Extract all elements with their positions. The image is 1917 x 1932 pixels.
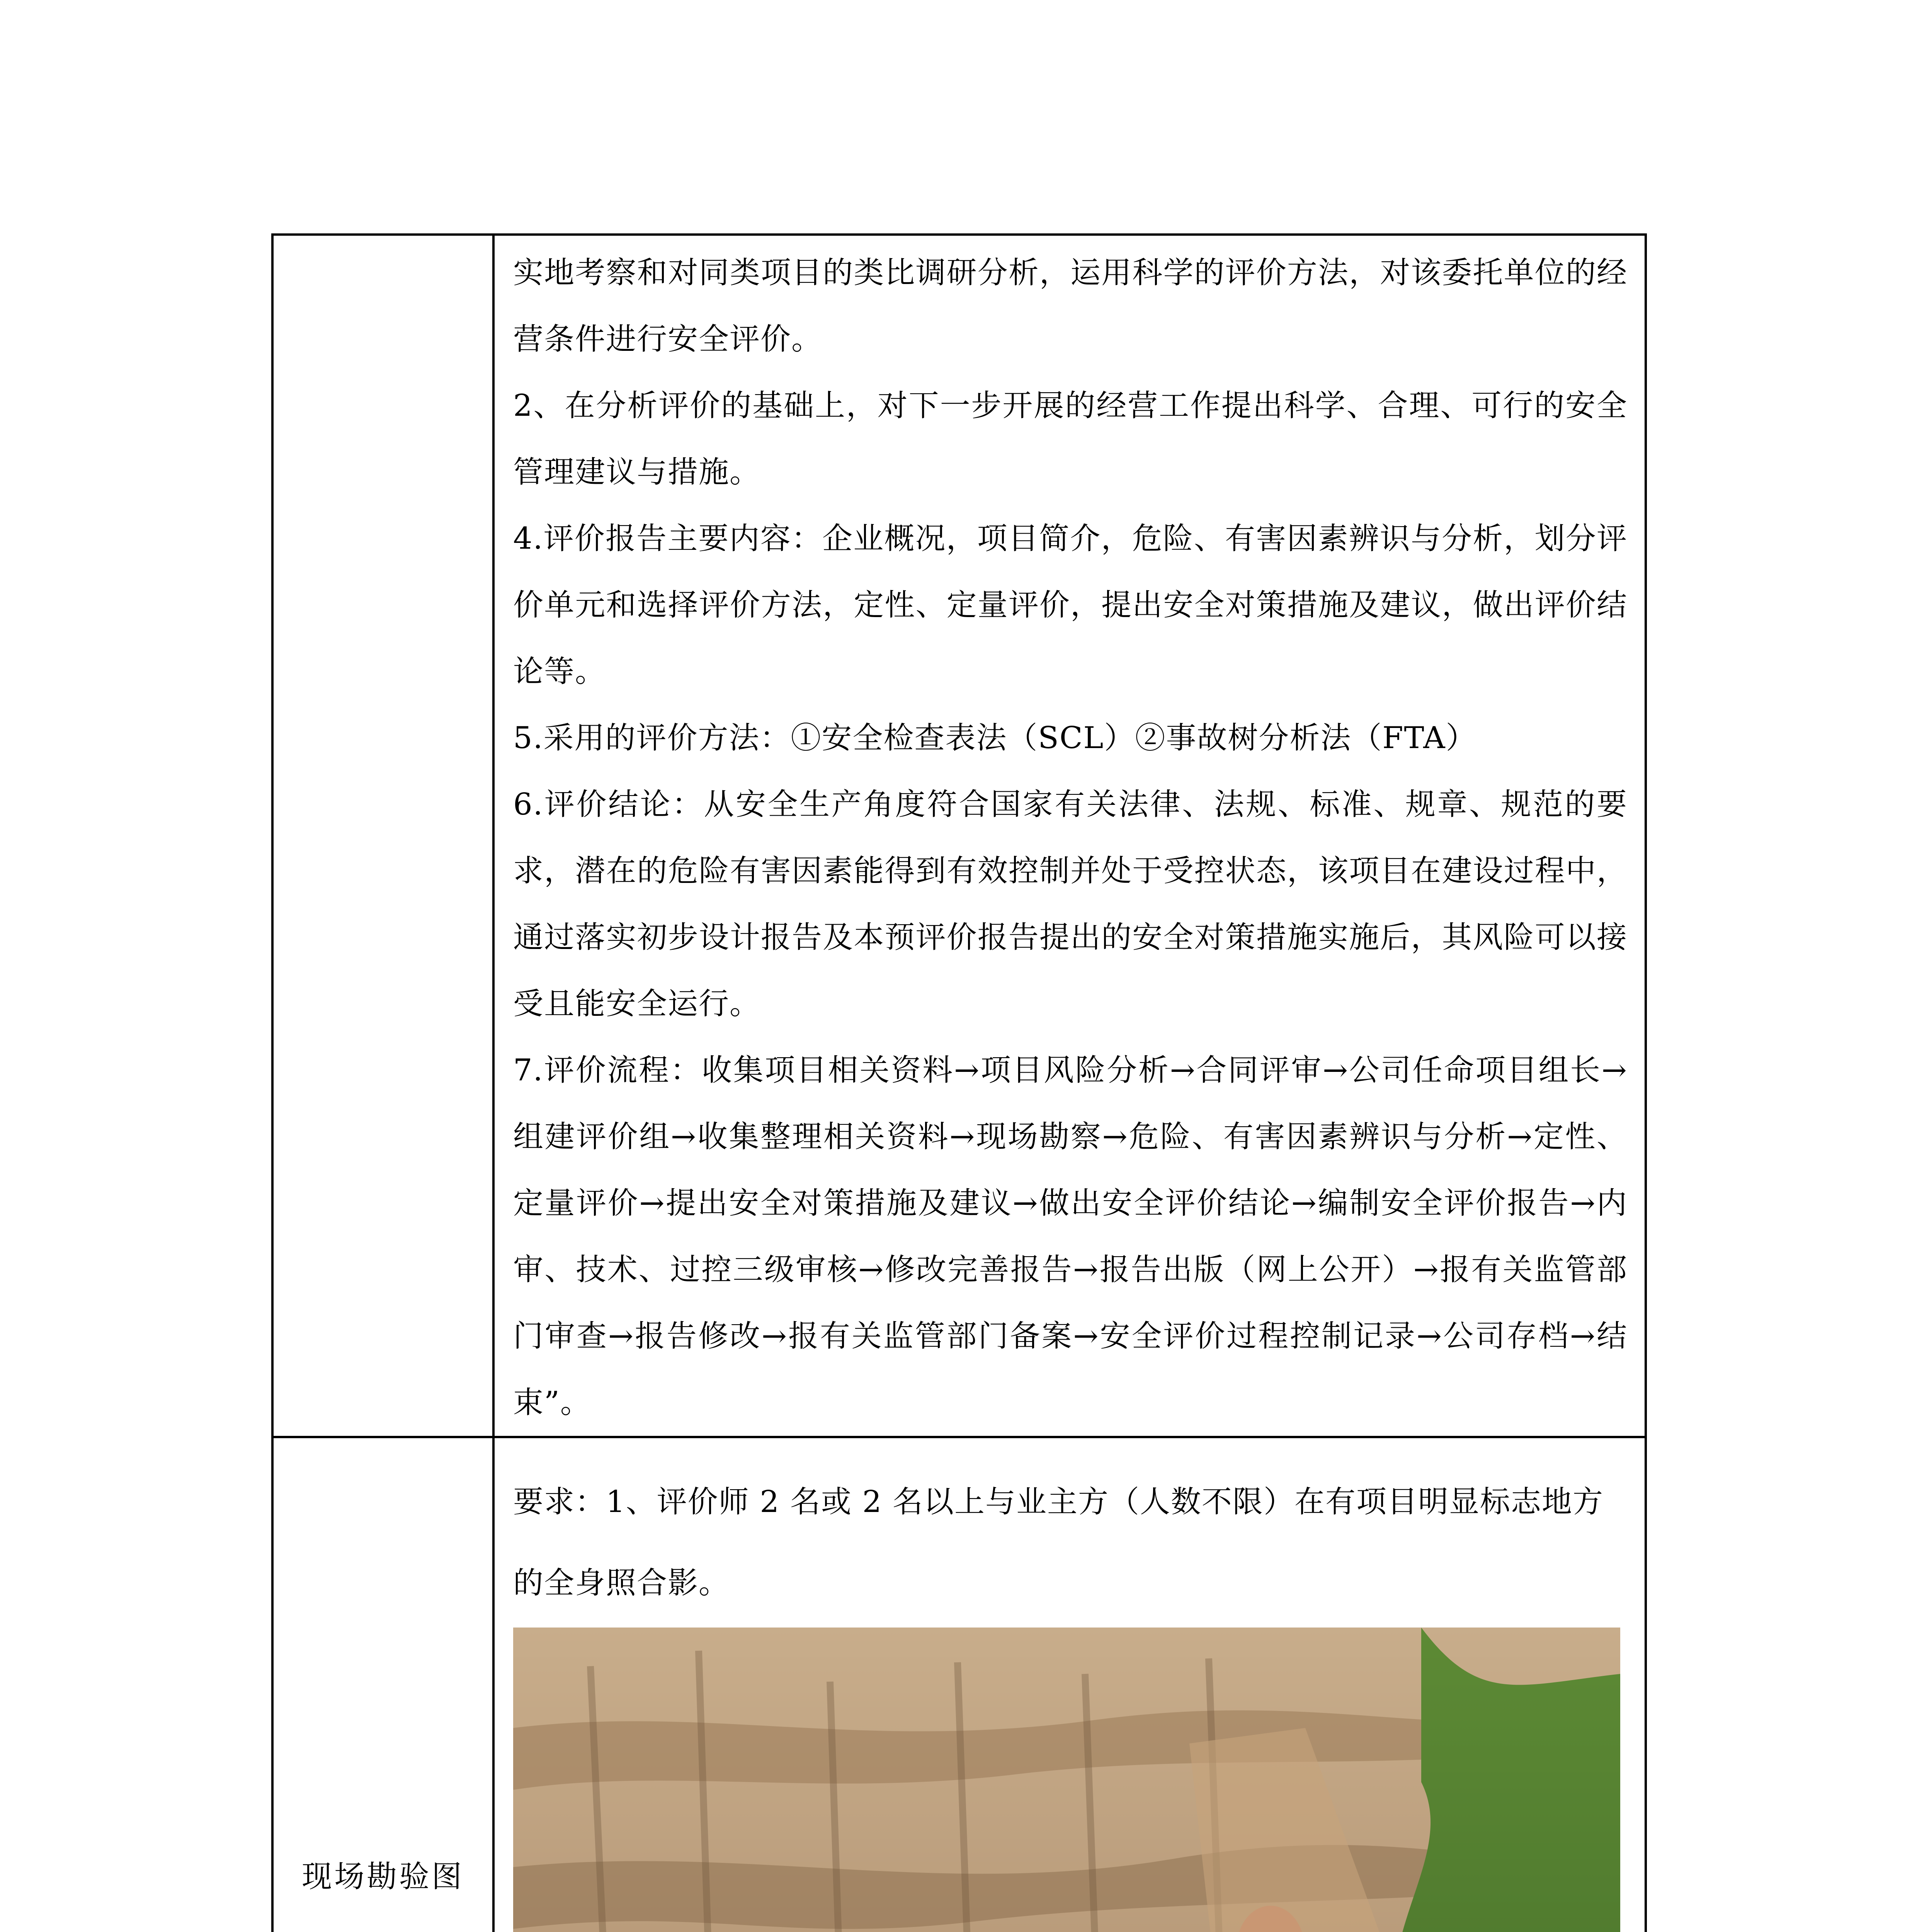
label-line-2 <box>274 1917 492 1932</box>
site-photo-label-cell <box>272 1437 493 1932</box>
paragraph-report-contents: 4.评价报告主要内容：企业概况，项目简介，危险、有害因素辨识与分析，划分评价单元和选择评价方法，定性、定量评价，提出安全对策措施及建议，做出评价结论等。 <box>513 521 1628 689</box>
evaluation-record-table <box>271 233 1647 1932</box>
label-line-1: 现场勘验图 <box>301 1859 464 1894</box>
empty-label-cell <box>272 235 493 1437</box>
paragraph-evaluation-method: 实地考察和对同类项目的类比调研分析，运用科学的评价方法，对该委托单位的经营条件进行安全评价。 <box>513 255 1628 357</box>
evaluation-summary-row <box>272 235 1646 1437</box>
paragraph-methods-used: 5.采用的评价方法：①安全检查表法（SCL）②事故树分析法（FTA） <box>513 721 1477 755</box>
group-photo-icon <box>513 1628 1620 1932</box>
site-photo-cell <box>493 1437 1646 1932</box>
paragraph-management-advice: 2、在分析评价的基础上，对下一步开展的经营工作提出科学、合理、可行的安全管理建议与措施。 <box>513 388 1628 490</box>
site-photo-row <box>272 1437 1646 1932</box>
evaluation-summary-cell <box>493 235 1646 1437</box>
paragraph-conclusion: 6.评价结论：从安全生产角度符合国家有关法律、法规、标准、规章、规范的要求，潜在的危险有害因素能得到有效控制并处于受控状态，该项目在建设过程中，通过落实初步设计报告及本预评价报告提出的安全对策措施实施后，其风险可以接受且能安全运行。 <box>513 787 1628 1021</box>
site-group-photo <box>513 1628 1620 1932</box>
paragraph-workflow: 7.评价流程：收集项目相关资料→项目风险分析→合同评审→公司任命项目组长→组建评价组→收集整理相关资料→现场勘察→危险、有害因素辨识与分析→定性、定量评价→提出安全对策措施及建议→做出安全评价结论→编制安全评价报告→内审、技术、过控三级审核→修改完善报告→报告出版（网上公开）→报有关监管部门审查→报告修改→报有关监管部门备案→安全评价过程控制记录→公司存档→结束”。 <box>513 1053 1628 1420</box>
photo-requirement-text: 要求：1、评价师 2 名或 2 名以上与业主方（人数不限）在有项目明显标志地方的全身照合影。 <box>513 1485 1604 1600</box>
